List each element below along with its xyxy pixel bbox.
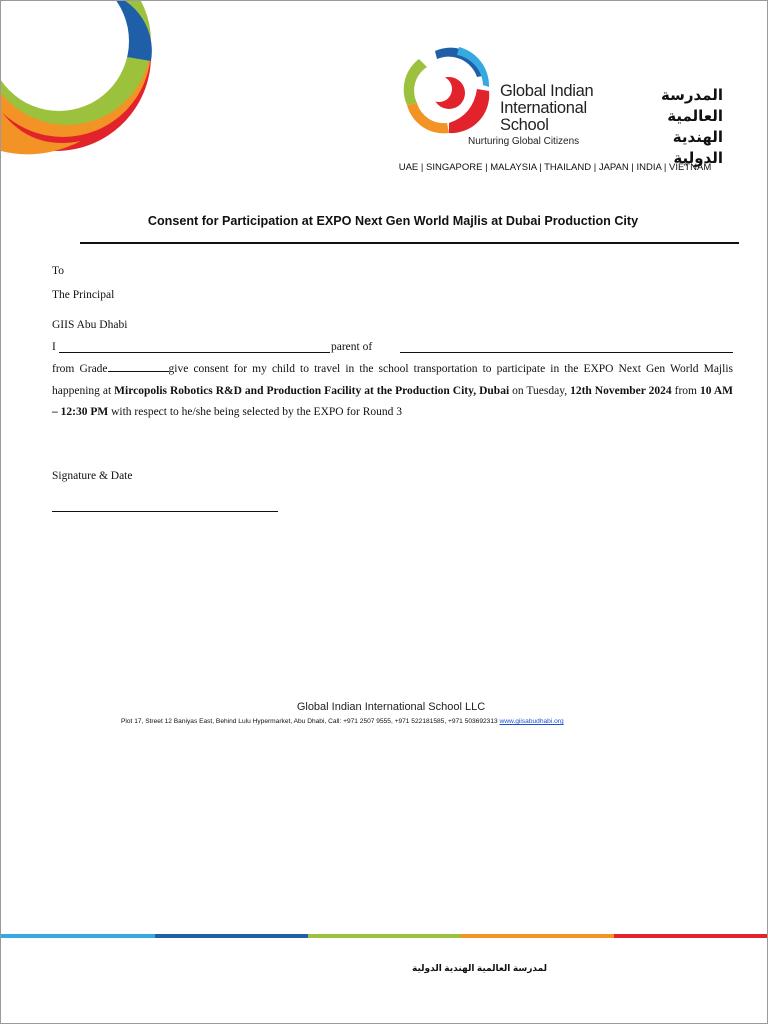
stripe-green — [308, 934, 461, 938]
school-label: GIIS Abu Dhabi — [52, 319, 128, 331]
from-grade-label: from Grade — [52, 363, 108, 375]
consent-text: give consent for my child to travel in the school transportation to participate in the EXPO Next Gen World Majlis happening at — [52, 363, 733, 397]
footer-address — [121, 718, 741, 725]
arabic-name-line: الهندية — [672, 129, 723, 146]
address-text: Plot 17, Street 12 Baniyas East, Behind Lulu Hypermarket, Abu Dhabi, Call: +971 2507 9555, +971 522181585, +971 503692313 — [121, 718, 498, 725]
grade-blank[interactable] — [108, 361, 169, 372]
venue-text: Mircopolis Robotics R&D and Production Facility at the Production City, Dubai — [114, 384, 510, 397]
country-list: UAE | SINGAPORE | MALAYSIA | THAILAND | JAPAN | INDIA | VIETNAM — [398, 162, 712, 173]
to-label: To — [52, 265, 64, 277]
school-tagline: Nurturing Global Citizens — [468, 136, 580, 147]
school-name — [500, 83, 593, 134]
title-divider — [80, 242, 739, 244]
on-text: on Tuesday, — [512, 384, 568, 397]
decorative-swirl-icon — [1, 1, 171, 186]
arabic-name-line: المدرسة العالمية — [661, 87, 723, 125]
signature-label: Signature & Date — [52, 470, 133, 482]
consent-paragraph — [52, 359, 733, 424]
child-name-blank[interactable] — [400, 352, 733, 353]
footer-arabic-name: لمدرسة العالمية الهندية الدولية — [412, 963, 547, 973]
school-name-line: International — [500, 99, 587, 117]
closing-text: with respect to he/she being selected by the EXPO for Round 3 — [111, 406, 403, 418]
parent-of-label: parent of — [331, 341, 373, 353]
footer-company: Global Indian International School LLC — [296, 701, 486, 713]
stripe-light-blue — [1, 934, 155, 938]
parent-name-blank[interactable] — [59, 352, 330, 353]
school-name-line: Global Indian — [500, 82, 594, 100]
recipient-label: The Principal — [52, 289, 115, 301]
school-logo-icon — [397, 45, 493, 137]
signature-blank[interactable] — [52, 511, 278, 512]
stripe-orange — [461, 934, 614, 938]
school-name-line: School — [500, 116, 549, 134]
stripe-red — [614, 934, 767, 938]
school-name-arabic — [607, 85, 723, 169]
event-time: 10 AM – 12:30 PM — [52, 384, 733, 418]
arabic-name-line: الدولية — [673, 150, 723, 167]
event-date: 12th November 2024 — [570, 384, 672, 397]
i-label: I — [52, 341, 56, 353]
from-text: from — [674, 384, 697, 397]
website-link[interactable]: www.giisabudhabi.org — [499, 718, 564, 725]
stripe-blue — [155, 934, 308, 938]
document-title: Consent for Participation at EXPO Next Gen World Majlis at Dubai Production City — [147, 214, 639, 228]
